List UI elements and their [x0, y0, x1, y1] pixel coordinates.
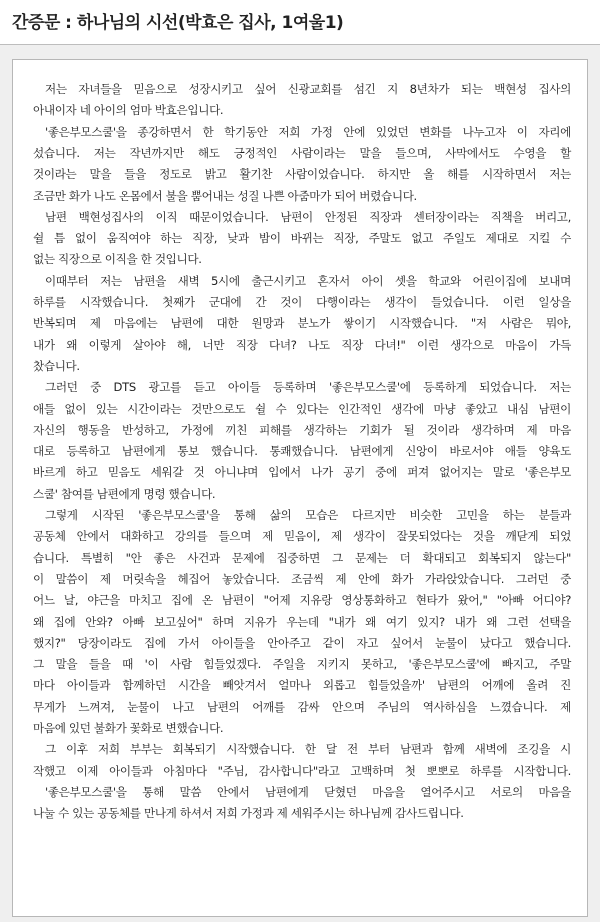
text-line: 대로 등록하고 남편에게 통보 했습니다. 통쾌했습니다. 남편에게 신앙이 바로서야 애들 양육도	[33, 444, 571, 459]
text-line: 마음에 있던 불화가 꽃화로 변했습니다.	[33, 721, 224, 735]
text-line: 없는 직장으로 이직을 한 것입니다.	[33, 252, 202, 267]
text-line: 반복되며 제 마음에는 남편에 대한 원망과 분노가 쌓이기 시작했습니다. "저 사람은 뭐야,	[33, 316, 571, 331]
text-line: 작했고 이제 아이들과 아침마다 "주님, 감사합니다"라고 고백하며 첫 뽀뽀로 하루를 시작합니다.	[33, 763, 571, 778]
text-line: 것이라는 말을 들을 정도로 밝고 활기찬 사람이었습니다. 하지만 올 해를 시작하면서 저는	[33, 167, 571, 182]
text-line: 나눌 수 있는 공동체를 만나게 하셔서 저희 가정과 제 세워주시는 하나님께 감사드립니다.	[33, 806, 464, 821]
text-line: 이때부터 저는 남편을 새벽 5시에 출근시키고 혼자서 아이 셋을 학교와 어린이집에 보내며	[45, 273, 571, 288]
text-line: 그러던 중 DTS 광고를 듣고 아이들 등록하며 '좋은부모스쿨'에 등록하게 되었습니다. 저는	[45, 380, 571, 395]
document-panel	[0, 44, 600, 922]
text-line: 자신의 행동을 반성하고, 가정에 끼친 피해를 생각하는 기회가 될 것이라 생각하며 제 마음	[33, 422, 571, 437]
text-line: 마다 아이들과 함께하던 시간을 빼앗겨서 얼마나 외롭고 힘들었을까' 남편의 어깨에 올려 진	[33, 678, 571, 693]
text-line: 어느 날, 야근을 마치고 집에 온 남편이 "어제 지유랑 영상통화하고 현타가 왔어," "아빠 어디야?	[33, 593, 571, 608]
text-line: 조금만 화가 나도 온몸에서 불을 뿜어내는 성질 나쁜 아줌마가 되어 버렸습니다.	[33, 188, 417, 203]
text-line: 습니다. 특별히 "안 좋은 사건과 문제에 집중하면 그 문제는 더 확대되고 회복되지 않는다"	[33, 550, 571, 565]
text-line: 왜 집에 안와? 아빠 보고싶어" 하며 지유가 우는데 "내가 왜 여기 있지? 내가 왜 그런 선택을	[33, 614, 571, 629]
text-line: 했지?" 당장이라도 집에 가서 아이들을 안아주고 같이 자고 싶어서 눈물이 났다고 했습니다.	[33, 635, 571, 650]
text-line: 스쿨' 참여를 남편에게 명령 했습니다.	[33, 486, 216, 501]
text-line: 남편 백현성집사의 이직 때문이었습니다. 남편이 안정된 직장과 센터장이라는 직책을 버리고,	[45, 209, 571, 224]
testimony-text-box	[12, 59, 588, 917]
text-line: 무게가 느껴져, 눈물이 나고 남편의 어깨를 감싸 안으며 주님의 역사하심을 느꼈습니다. 제	[33, 699, 571, 714]
page-title: 간증문 : 하나님의 시선(박효은 집사, 1여울1)	[12, 13, 344, 33]
text-line: 그 이후 저희 부부는 회복되기 시작했습니다. 한 달 전 부터 남편과 함께 새벽에 조깅을 시	[45, 742, 571, 757]
text-line: 그렇게 시작된 '좋은부모스쿨'을 통해 삶의 모습은 다르지만 비슷한 고민을 하는 분들과	[45, 508, 571, 522]
text-line: 섰습니다. 저는 작년까지만 해도 긍정적인 사람이라는 말을 들으며, 사막에서도 수영을 할	[33, 145, 571, 160]
text-line: 저는 자녀들을 믿음으로 성장시키고 싶어 신광교회를 섬긴 지 8년차가 되는 백현성 집사의	[45, 82, 571, 96]
text-line: '좋은부모스쿨'을 종강하면서 한 학기동안 저희 가정 안에 있었던 변화를 나누고자 이 자리에	[45, 124, 571, 139]
text-line: 이 말씀이 제 머릿속을 헤집어 놓았습니다. 조금씩 제 안에 화가 가라앉았습니다. 그러던 중	[33, 571, 571, 586]
text-line: 바르게 하고 믿음도 세워갈 것 아니냐며 입에서 나가 공기 중에 퍼져 없어지는 말로 '좋은부모	[33, 465, 571, 480]
text-line: 내가 왜 이렇게 살아야 해, 너만 직장 다녀? 나도 직장 다녀!" 이런 생각으로 마음이 가득	[33, 337, 571, 352]
text-line: 그 말을 들을 때 '이 사람 힘들었겠다. 주일을 지키지 못하고, '좋은부모스쿨'에 빠지고, 주말	[33, 657, 571, 672]
text-line: 쉴 틈 없이 움직여야 하는 직장, 낮과 밤이 바뀌는 직장, 주말도 없고 주일도 제대로 지킬 수	[33, 231, 571, 246]
text-line: 공동체 안에서 대화하고 강의를 들으며 제 믿음이, 제 생각이 잘못되었다는 것을 깨닫게 되었	[33, 529, 571, 544]
text-line: 찼습니다.	[33, 358, 80, 373]
text-line: '좋은부모스쿨'을 통해 말씀 안에서 남편에게 닫혔던 마음을 열어주시고 서로의 마음을	[45, 784, 571, 799]
text-line: 아내이자 네 아이의 엄마 박효은입니다.	[33, 103, 224, 118]
text-line: 애들 없이 있는 시간이라는 것만으로도 쉴 수 있다는 인간적인 생각에 마냥 좋았고 내심 남편이	[33, 401, 571, 416]
text-line: 하루를 시작했습니다. 첫째가 군대에 간 것이 다행이라는 생각이 들었습니다. 이런 일상을	[33, 295, 571, 309]
